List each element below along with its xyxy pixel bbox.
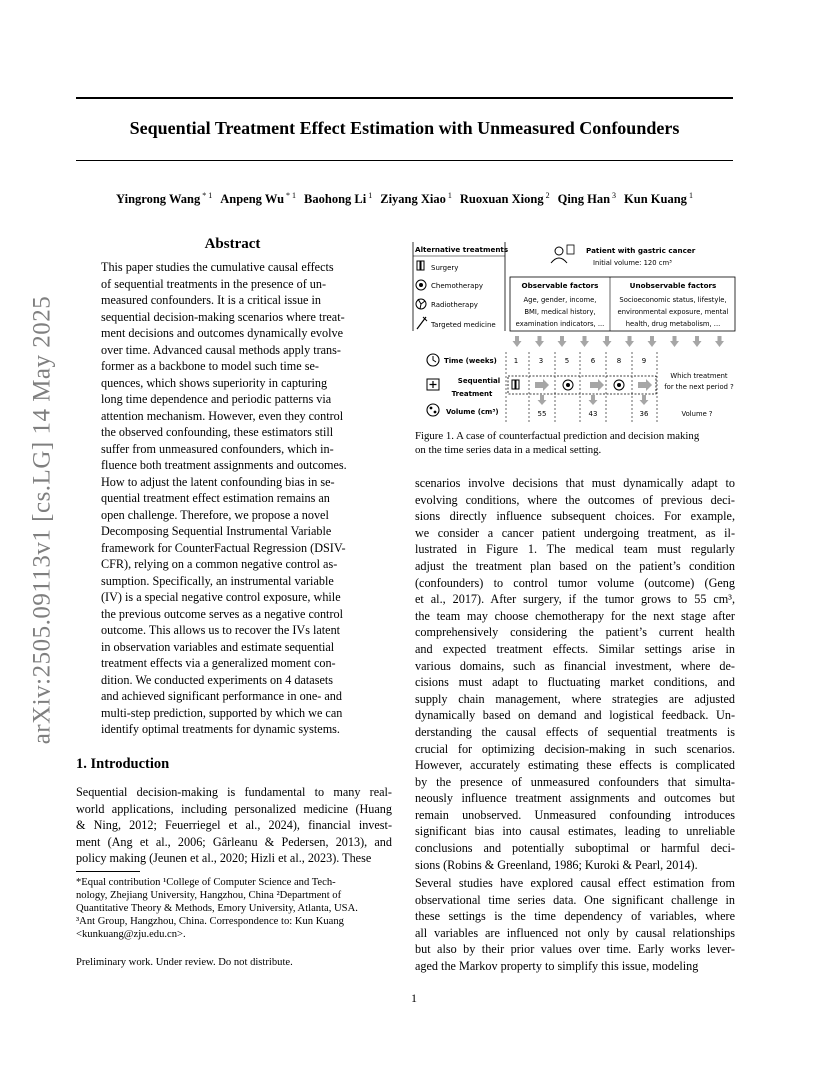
observable-line: Age, gender, income, (523, 296, 597, 304)
volume-value: 55 (537, 410, 547, 418)
treatment-label: Targeted medicine (431, 321, 496, 329)
text-line: outcome. This allows us to recover the IVs latent (101, 623, 341, 637)
text-line: adjust the treatment plan based on the patient’s condition (415, 558, 735, 573)
title-rule-bottom (76, 160, 733, 161)
sequence-arrow (638, 379, 652, 391)
author-name: Anpeng Wu $^{* 1}$ (220, 191, 297, 207)
page-number: 1 (411, 991, 417, 1005)
patient-icon (551, 245, 574, 263)
right-column-paragraph-1 (415, 475, 735, 873)
text-line: & Ning, 2012; Feuerriegel et al., 2024), financial invest- (76, 818, 392, 833)
text-line: policy making (Jeunen et al., 2020; Hizli et al., 2023). These (76, 851, 372, 866)
treatment-label: Radiotherapy (431, 301, 478, 309)
text-line: open challenge. Therefore, we propose a novel (101, 507, 329, 522)
treatment-plus-icon (427, 379, 439, 390)
sequential-label: Sequential (457, 377, 501, 385)
volume-values (538, 395, 649, 418)
preliminary-notice: Preliminary work. Under review. Do not distribute. (76, 957, 293, 968)
text-line: all variables are influenced not only by causal relationships (415, 925, 735, 940)
down-arrow (715, 336, 724, 347)
text-line: Sequential decision-making is fundamental to many real- (76, 785, 392, 799)
volume-arrow (589, 395, 598, 405)
text-line: sions directly influence subsequent choices. For example, (415, 509, 735, 524)
sequence-arrows (535, 379, 652, 391)
figure-1-caption (415, 429, 735, 457)
volume-value: 36 (639, 410, 649, 418)
text-line: quential treatment effect estimation remains an (101, 491, 330, 505)
text-line: quences, which shows superiority in capturing (101, 375, 328, 390)
text-line: dynamically based on demand and logistical feedback. Un- (415, 708, 735, 723)
text-line: remain unobserved. Unmeasured confounding introduces (415, 807, 735, 822)
unobservable-line: environmental exposure, mental (617, 308, 729, 316)
text-line: ³Ant Group, Hangzhou, China. Correspondence to: Kun Kuang (76, 916, 344, 927)
text-line: treatment effects via a generalized moment con- (101, 656, 336, 670)
text-line: of sequential treatments in the presence of un- (101, 276, 327, 291)
author-name: Qing Han $^3$ (557, 191, 617, 207)
observable-line: examination indicators, ... (515, 320, 605, 328)
patient-volume: Initial volume: 120 cm³ (593, 259, 672, 267)
text-line: on the time series data in a medical setting. (415, 444, 602, 456)
text-line: scenarios involve decisions that must dynamically adapt to (415, 476, 735, 490)
volume-arrow (640, 395, 649, 405)
author-name: Kun Kuang $^1$ (624, 191, 693, 207)
text-line: However, accurately estimating these effects is complicated (415, 758, 735, 773)
unobservable-line: Socioeconomic status, lifestyle, (619, 296, 727, 304)
section-heading-introduction: 1. Introduction (76, 756, 170, 772)
text-line: dition. We conducted experiments on 4 datasets (101, 672, 333, 687)
text-line: the previous outcome serves as a negative control (101, 606, 343, 621)
text-line: measured confounders. It is a critical issue in (101, 293, 321, 307)
text-line: This paper studies the cumulative causal effects (101, 260, 334, 274)
text-line: lustrated in Figure 1. The medical team must regularly (415, 542, 735, 557)
text-line: we consider a cancer patient undergoing treatment, as il- (415, 525, 735, 540)
chemotherapy-icon (614, 380, 624, 390)
down-arrow (625, 336, 634, 347)
author-list (76, 191, 733, 207)
text-line: nology, Zhejiang University, Hangzhou, China ²Department of (76, 890, 342, 901)
text-line: evolving conditions, where the outcomes of previous deci- (415, 492, 735, 507)
text-line: and achieved significant performance in one- and (101, 689, 342, 703)
observable-title: Observable factors (521, 281, 599, 290)
text-line: but also by their prior values over time. Early works lever- (415, 942, 735, 957)
text-line: conclusions and potentially suboptimal or harmful deci- (415, 841, 735, 856)
sequence-arrow (590, 379, 604, 391)
down-arrow (580, 336, 589, 347)
text-line: (confounders) to control tumor volume (outcome) (Geng (415, 575, 735, 590)
text-line: ment decisions and outcomes dynamically evolve (101, 326, 343, 340)
down-arrow (603, 336, 612, 347)
text-line: How to adjust the latent confounding bias in se- (101, 474, 335, 489)
text-line: derstanding the causal effects of sequential treatments is (415, 724, 735, 739)
text-line: fluence both treatment assignments and outcomes. (101, 458, 347, 472)
text-line: and expected treatment effects. Similar settings arise in (415, 641, 735, 656)
text-line: by the presence of unmeasured confounders that simulta- (415, 774, 735, 789)
sequence-arrow (535, 379, 549, 391)
text-line: neously influence treatment assignments and outcomes but (415, 791, 735, 806)
treatment-label: Chemotherapy (431, 282, 483, 290)
time-label: Time (weeks) (444, 357, 497, 365)
week-ticks (506, 352, 657, 424)
volume-label: Volume (cm³) (446, 408, 499, 416)
downward-arrows (513, 336, 725, 347)
text-line: various domains, such as financial investment, where de- (415, 658, 735, 673)
text-line: observational time series data. One significant challenge in (415, 892, 735, 907)
volume-icon (427, 404, 439, 416)
text-line: these settings is the time dependency of variables, where (415, 909, 735, 924)
text-line: Quantitative Theory & Methods, Emory University, Atlanta, USA. (76, 903, 358, 914)
down-arrow (648, 336, 657, 347)
sequential-label: Treatment (451, 390, 493, 398)
volume-question: Volume ? (681, 410, 713, 418)
figure-1-diagram (411, 239, 736, 429)
down-arrow (670, 336, 679, 347)
treatment-label: Surgery (431, 264, 459, 272)
text-line: (IV) is a special negative control exposure, while (101, 590, 341, 604)
author-name: Ruoxuan Xiong $^2$ (459, 191, 550, 207)
surgery-icon (512, 380, 519, 389)
text-line: the observed confounding, these estimators still (101, 425, 334, 439)
chemotherapy-icon (563, 380, 573, 390)
question-line: for the next period ? (664, 383, 734, 391)
week-tick: 3 (538, 357, 544, 365)
text-line: multi-step prediction, supported by which we can (101, 705, 343, 720)
alt-treatments-title: Alternative treatments (415, 245, 509, 254)
footnote (76, 876, 392, 941)
text-line: Several studies have explored causal effect estimation from (415, 876, 735, 890)
text-line: former as a backbone to model such time se- (101, 359, 319, 373)
right-column-paragraph-2 (415, 875, 735, 975)
treatment-sequence-box (508, 376, 656, 394)
down-arrow (513, 336, 522, 347)
author-name: Ziyang Xiao $^1$ (380, 191, 452, 207)
volume-value: 43 (588, 410, 598, 418)
arxiv-stamp: arXiv:2505.09113v1 [cs.LG] 14 May 2025 (28, 295, 56, 745)
down-arrow (535, 336, 544, 347)
text-line: suffer from unmeasured confounders, which in- (101, 441, 334, 456)
question-line: Which treatment (670, 372, 728, 380)
observable-line: BMI, medical history, (524, 308, 596, 316)
text-line: comprehensively considering the patient’s current health (415, 625, 735, 640)
week-tick: 5 (564, 357, 570, 365)
title-rule-top (76, 97, 733, 99)
text-line: cisions must adapt to fluctuating market conditions, and (415, 675, 735, 690)
patient-title: Patient with gastric cancer (586, 246, 696, 255)
radiotherapy-icon (416, 299, 426, 309)
unobservable-line: health, drug metabolism, ... (625, 320, 721, 328)
text-line: the team may choose chemotherapy for the next stage after (415, 608, 735, 623)
text-line: et al., 2017). After surgery, if the tumor grows to 55 cm³, (415, 592, 735, 607)
text-line: world applications, including personalized medicine (Huang (76, 801, 392, 816)
volume-arrow (538, 395, 547, 405)
abstract-body (101, 259, 366, 738)
week-tick: 1 (513, 357, 519, 365)
text-line: sions (Robins & Greenland, 1986; Kuroki & Pearl, 2014). (415, 857, 698, 872)
text-line: Figure 1. A case of counterfactual prediction and decision making (415, 430, 700, 442)
text-line: attention mechanism. However, even they control (101, 408, 344, 423)
down-arrow (558, 336, 567, 347)
text-line: sumption. Specifically, an instrumental variable (101, 573, 334, 588)
text-line: identify optimal treatments for dynamic systems. (101, 722, 340, 736)
down-arrow (693, 336, 702, 347)
text-line: <kunkuang@zju.edu.cn>. (76, 929, 186, 940)
text-line: Decomposing Sequential Instrumental Variable (101, 524, 332, 538)
unobservable-title: Unobservable factors (629, 281, 717, 290)
text-line: sequential decision-making scenarios where treat- (101, 309, 345, 324)
clock-icon (427, 354, 439, 366)
author-name: Yingrong Wang $^{* 1}$ (116, 191, 213, 207)
chemotherapy-icon (416, 280, 426, 290)
text-line: framework for CounterFactual Regression (DSIV- (101, 540, 346, 555)
targeted-medicine-icon (417, 317, 427, 329)
text-line: long time dependence and periodic patterns via (101, 392, 332, 406)
text-line: in observation variables and estimate sequential (101, 639, 335, 654)
paper-title: Sequential Treatment Effect Estimation with Unmeasured Confounders (129, 118, 680, 138)
text-line: aged the Markov property to simplify this issue, modeling (415, 958, 699, 973)
text-line: *Equal contribution ¹College of Computer Science and Tech- (76, 877, 336, 888)
text-line: significant bias into causal estimates, leading to unreliable (415, 824, 735, 839)
intro-paragraph (76, 784, 392, 867)
week-tick: 8 (616, 357, 622, 365)
text-line: CFR), relying on a common negative control as- (101, 557, 338, 571)
text-line: supply chain management, where strategies are adjusted (415, 691, 735, 706)
text-line: crucial for optimizing decision-making in such scenarios. (415, 741, 735, 756)
text-line: ment (Ang et al., 2006; Gârleanu & Pedersen, 2013), and (76, 834, 392, 849)
week-tick: 9 (641, 357, 647, 365)
surgery-icon (417, 261, 424, 270)
abstract-heading: Abstract (204, 236, 261, 252)
text-line: over time. Advanced causal methods apply trans- (101, 342, 341, 357)
week-tick: 6 (590, 357, 596, 365)
footnote-rule (76, 871, 140, 872)
author-name: Baohong Li $^1$ (304, 191, 373, 207)
